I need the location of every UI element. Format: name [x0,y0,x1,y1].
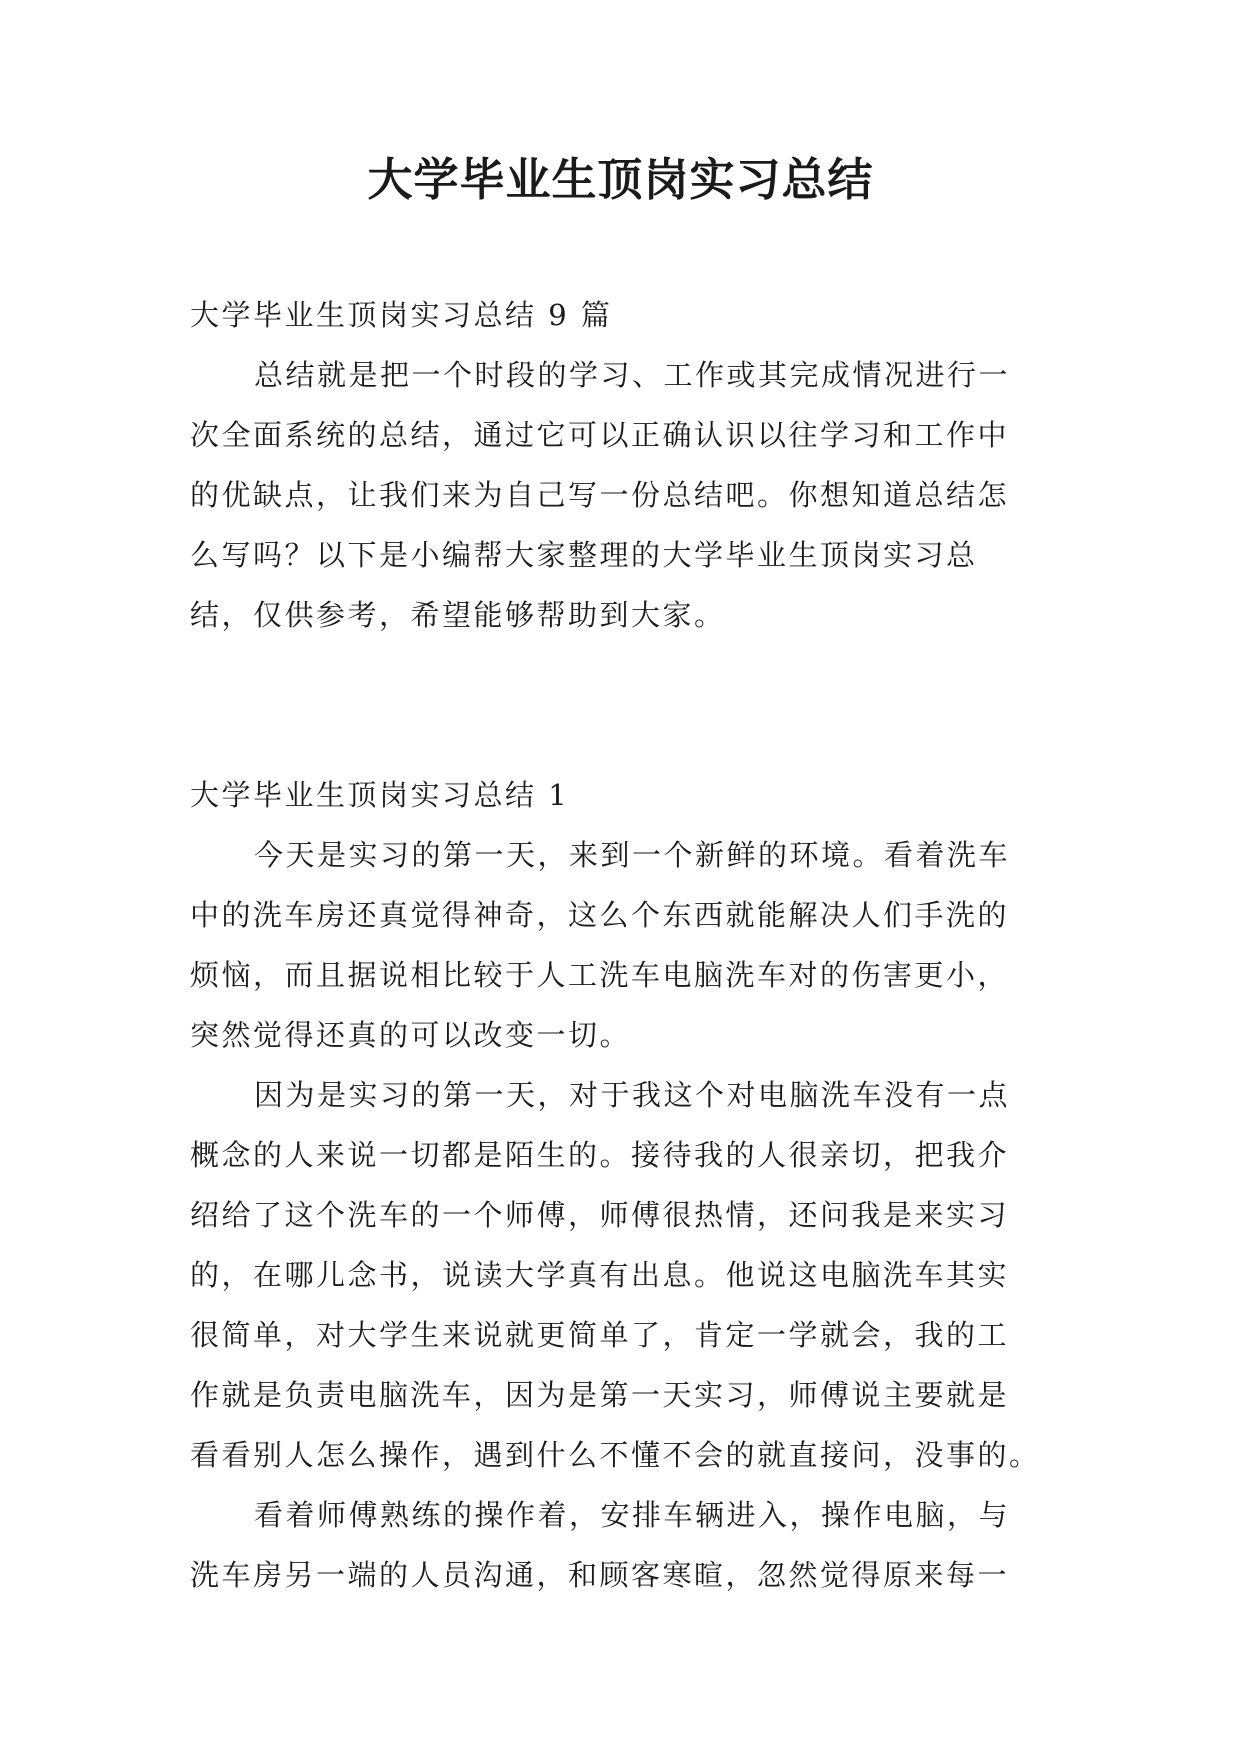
paragraph-line: 作就是负责电脑洗车，因为是第一天实习，师傅说主要就是 [190,1378,1010,1412]
paragraph-line: 很简单，对大学生来说就更简单了，肯定一学就会，我的工 [190,1318,1010,1352]
paragraph-line: 概念的人来说一切都是陌生的。接待我的人很亲切，把我介 [190,1138,1010,1172]
intro-paragraph [190,345,1060,645]
paragraph-line: 突然觉得还真的可以改变一切。 [190,1018,632,1052]
paragraph [190,1485,1060,1605]
paragraph [190,1065,1060,1485]
section-heading: 大学毕业生顶岗实习总结 1 [190,778,570,812]
document-body [190,285,1060,1605]
section-spacer [190,645,1060,765]
paragraph-line: 烦恼，而且据说相比较于人工洗车电脑洗车对的伤害更小， [190,958,1010,992]
document-title: 大学毕业生顶岗实习总结 [367,153,874,206]
paragraph-line: 么写吗？以下是小编帮大家整理的大学毕业生顶岗实习总 [190,538,978,572]
paragraph-line: 洗车房另一端的人员沟通，和顾客寒暄，忽然觉得原来每一 [190,1558,1010,1592]
paragraph-line: 绍给了这个洗车的一个师傅，师傅很热情，还问我是来实习 [190,1198,1010,1232]
paragraph-line: 看着师傅熟练的操作着，安排车辆进入，操作电脑，与 [254,1498,1011,1532]
paragraph-line: 次全面系统的总结，通过它可以正确认识以往学习和工作中 [190,418,1010,452]
paragraph-line: 中的洗车房还真觉得神奇，这么个东西就能解决人们手洗的 [190,898,1010,932]
paragraph-line: 结，仅供参考，希望能够帮助到大家。 [190,598,726,632]
paragraph-line: 今天是实习的第一天，来到一个新鲜的环境。看着洗车 [254,838,1011,872]
document-subtitle: 大学毕业生顶岗实习总结 9 篇 [190,298,613,332]
paragraph-line: 看看别人怎么操作，遇到什么不懂不会的就直接问，没事的。 [190,1438,1041,1472]
paragraph-line: 的优缺点，让我们来为自己写一份总结吧。你想知道总结怎 [190,478,1010,512]
paragraph-line: 的，在哪儿念书，说读大学真有出息。他说这电脑洗车其实 [190,1258,1010,1292]
paragraph-line: 总结就是把一个时段的学习、工作或其完成情况进行一 [254,358,1011,392]
paragraph-line: 因为是实习的第一天，对于我这个对电脑洗车没有一点 [254,1078,1011,1112]
paragraph [190,825,1060,1065]
